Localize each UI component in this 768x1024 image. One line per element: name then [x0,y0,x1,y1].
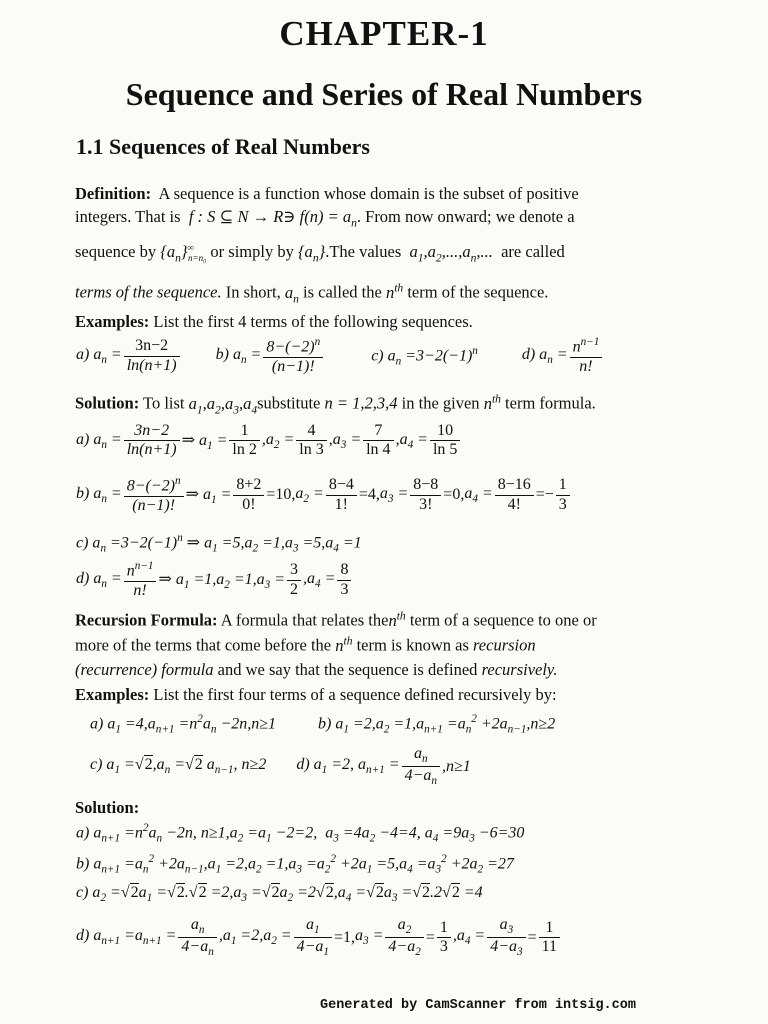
solution-1-c: c) $a_n =3-2(-1)^n$ ⇒ $a_1 =5,a_2 =1,a_3 =5,a_4 =1$ [76,532,362,555]
examples-2-text: List the first four terms of a sequence defined recursively by: [153,685,557,704]
definition-text-4d: term of the sequence. [407,282,549,302]
definition-function-expr: f : S ⊆ N → R∋ f(n) = a [188,207,352,226]
solution-2-a: a) $a_{n+1} =n^2a_n -2n$, $n\ge 1,a_2 =a_1 -2=2$, $a_3 =4a_2 -4=4$, $a_4 =9a_3 -6=30$ [76,822,525,845]
solution-2-b: b) $a_{n+1} =a_n^2 +2a_{n-1},a_1 =2,a_2 =1,a_3 =a_2^2 +2a_1 =5,a_4 =a_3^2 +2a_2 =27$ [76,853,514,876]
section-heading: 1.1 Sequences of Real Numbers [76,134,370,159]
recursion-text-1a: A formula that relates the [220,610,389,630]
page-title: Sequence and Series of Real Numbers [125,76,643,112]
recursion-line-1: Recursion Formula: A formula that relates then$^{th}$ term of a sequence to one or [75,610,597,630]
solution-1-label: Solution: [75,393,140,413]
definition-text-3b: or simply by [210,242,294,261]
definition-text-2a: integers. That is [75,207,181,226]
solution-2-c: c) $a_2 =√2a_1 =√2.√2 =2,a_3 =√2a_2 =2√2,a_4 =√2a_3 =√2.2√2 =4$ [76,884,483,905]
definition-line-2: integers. That is f : S ⊆ N → R∋ $f(n) = a_n$. From now onward; we denote a [75,207,575,230]
definition-text-4b: In short, [225,282,281,302]
solution-1-text-c: n = 1,2,3,4 [324,393,398,413]
definition-text-1: A sequence is a function whose domain is the subset of positive [158,184,579,203]
recursion-text-2b: term is known as [356,635,469,655]
definition-text-2c: . From now onward; we denote a [356,207,575,226]
definition-text-4a: terms of the sequence. [75,282,222,302]
recursion-text-1b: term of a sequence to one or [409,610,597,630]
solution-1-b: b) $a_n$ = $\frac{8-(-2)^n}{(n-1)!}$ ⇒ $a_1$ = $\frac{8+2}{0!}$ =10, $a_2$ = $\frac{8-4}{1!}$ =4, $a_3$ = $\frac{8-8}{3!}$ =0, $a_4$ = $\frac{8-16}{4!}$ =− $\frac{1}{3}$ [76,475,572,515]
footer-watermark: Generated by CamScanner from intsig.com [320,998,636,1013]
recursion-label: Recursion Formula: [75,610,218,630]
recursion-text-3c: recursively. [481,660,558,679]
definition-text-3d: are called [501,242,565,261]
definition-text-3c: .The values [325,242,402,261]
solution-1-a: a) $a_n$ = $\frac{3n-2}{\ln(n+1)}$ ⇒ $a_1$ = $\frac{1}{\ln 2}$ $,a_2$ = $\frac{4}{\ln 3}$ $,a_3$ = $\frac{7}{\ln 4}$ $,a_4$ = $\frac{10}{\ln 5}$ [76,422,462,460]
definition-text-4c: is called the [303,282,382,302]
examples-2-label: Examples: [75,685,150,704]
examples-2-line [75,685,557,705]
examples-1-formulas: a) $a_n$ = $\frac{3n-2}{\ln(n+1)}$ b) $a_n$ = $\frac{8-(-2)^n}{(n-1)!}$ c) $a_n =3-2(-1)^n$ d) $a_n$ = $\frac{n^{n-1}}{n!}$ [76,336,604,376]
definition-line-4: terms of the sequence. In short, $a_n$ is called the $n^{th}$ term of the sequence. [75,282,549,305]
recursion-text-3a: (recurrence) formula [75,660,214,679]
recursion-text-2a: more of the terms that come before the [75,635,332,655]
definition-line-1 [75,184,579,204]
recursion-text-2c: recursion [473,635,536,655]
solution-1-line: Solution: To list $a_1,a_2,a_3,a_4substitute$ n = 1,2,3,4 in the given $n^{th}$ term formula. [75,393,596,416]
definition-label: Definition: [75,184,152,203]
solution-2-d: d) $a_{n+1} =a_{n+1}$ = $\frac{a_n}{4-a_n}$ $,a_1 =2,a_2$ = $\frac{a_1}{4-a_1}$ =1, $a_3$ = $\frac{a_2}{4-a_2}$ = $\frac{1}{3}$ $,a_4$ = $\frac{a_3}{4-a_3}$ = $\frac{1}{11}$ [76,916,562,959]
solution-1-d: d) $a_n$ = $\frac{n^{n-1}}{n!}$ ⇒ $a_1 =1,a_2 =1,a_3$ = $\frac{3}{2}$ $,a_4$ = $\frac{8}{3}$ [76,560,353,600]
recursion-text-3b: and we say that the sequence is defined [217,660,478,679]
examples-1-text: List the first 4 terms of the following sequences. [153,312,473,331]
solution-1-text-e: term formula. [505,393,596,413]
examples-2-row-1: a) $a_1 =4,a_{n+1} =n^2a_n -2n,n\ge 1$ b) $a_1 =2,a_2 =1,a_{n+1} =a_n^2 +2a_{n-1},n\ge 2$ [90,713,556,736]
definition-line-3: sequence by $\{a_n\}^\infty_{n=n_0}$ or simply by $\{a_n\}.The$ values $a_1,a_2,...,a_n$,... are called [75,242,565,265]
solution-1-text-b: substitute [257,393,321,413]
recursion-line-2: more of the terms that come before the $n^{th}$ term is known as recursion [75,635,536,655]
examples-1-line [75,312,473,332]
solution-1-text-d: in the given [401,393,480,413]
solution-2-line [75,798,139,818]
recursion-line-3 [75,660,557,680]
examples-2-row-2: c) $a_1 =√2,a_n =√2$ $a_{n-1}$, n≥2 d) $a_1 =2$, $a_{n+1}$ = $\frac{a_n}{4-a_n}$ ,n≥1 [90,745,471,788]
chapter-heading: CHAPTER-1 [279,14,489,53]
definition-text-3a: sequence by [75,242,157,261]
examples-1-label: Examples: [75,312,150,331]
solution-1-text-a: To list [143,393,185,413]
solution-2-label: Solution: [75,798,140,817]
